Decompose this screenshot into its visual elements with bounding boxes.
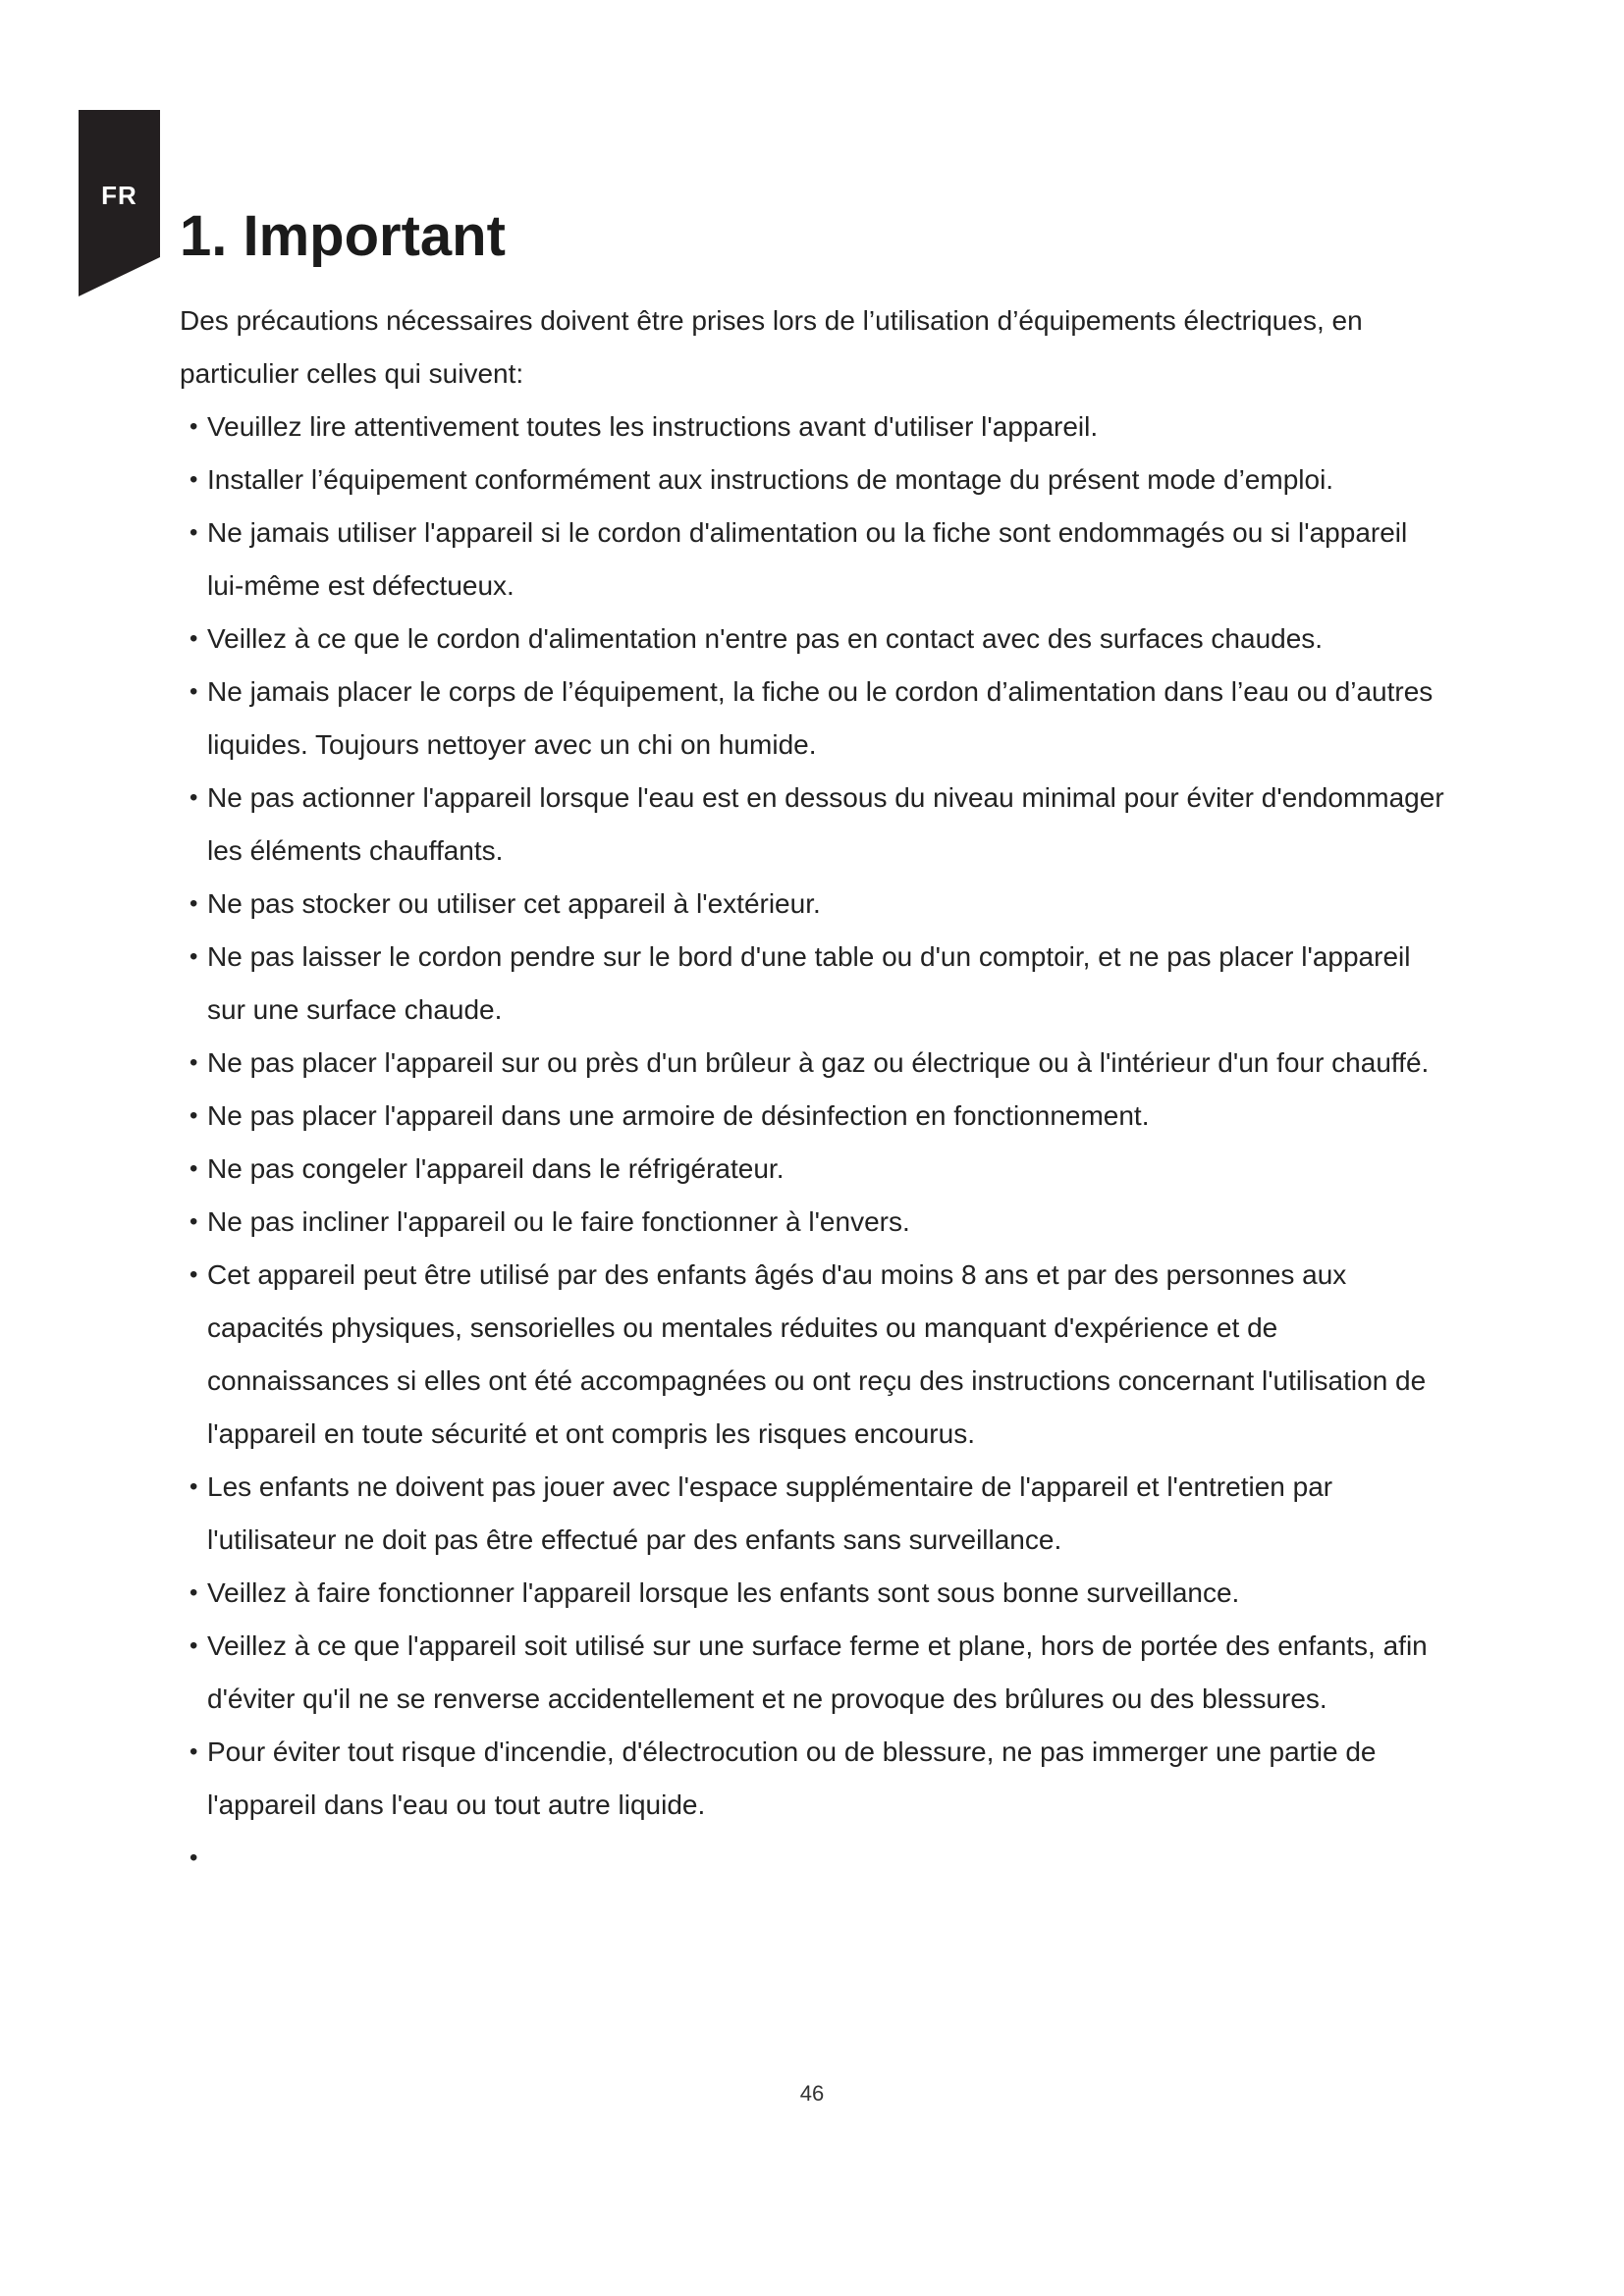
list-item-text: Ne pas placer l'appareil sur ou près d'un brûleur à gaz ou électrique ou à l'intérieur d'un four chauffé.	[207, 1047, 1430, 1078]
list-item	[180, 772, 1446, 878]
bullet-icon: •	[189, 1155, 198, 1182]
bullet-icon: •	[189, 1208, 198, 1235]
language-label: FR	[101, 181, 137, 210]
list-item	[180, 1143, 1446, 1196]
bullet-icon: •	[189, 1049, 198, 1076]
precautions-list	[180, 400, 1446, 1871]
bullet-icon: •	[189, 1579, 198, 1606]
list-item-text: Veillez à faire fonctionner l'appareil lorsque les enfants sont sous bonne surveillance.	[207, 1577, 1240, 1608]
bullet-icon: •	[189, 678, 198, 705]
bullet-icon: •	[189, 1844, 198, 1871]
list-item	[180, 1037, 1446, 1090]
list-item-text: Cet appareil peut être utilisé par des enfants âgés d'au moins 8 ans et par des personnes aux capacités physiques, sensorielles ou mentales réduites ou manquant d'expérience et de connaissances si elles ont été accompagnées ou ont reçu des instructions concernant l'utilisation de l'appareil en toute sécurité et ont compris les risques encourus.	[207, 1259, 1427, 1449]
bullet-icon: •	[189, 1261, 198, 1288]
intro-paragraph: Des précautions nécessaires doivent être prises lors de l’utilisation d’équipements électriques, en particulier celles qui suivent:	[180, 305, 1363, 389]
list-item-text: Ne pas incliner l'appareil ou le faire fonctionner à l'envers.	[207, 1206, 910, 1237]
list-item	[180, 666, 1446, 772]
bullet-icon: •	[189, 784, 198, 811]
bullet-icon: •	[189, 1102, 198, 1129]
page-number: 46	[799, 2081, 825, 2106]
bullet-icon: •	[189, 519, 198, 546]
list-item-text: Ne jamais utiliser l'appareil si le cordon d'alimentation ou la fiche sont endommagés ou si l'appareil lui-même est défectueux.	[207, 517, 1408, 601]
list-item-text: Veillez à ce que l'appareil soit utilisé sur une surface ferme et plane, hors de portée des enfants, afin d'éviter qu'il ne se renverse accidentellement et ne provoque des brûlures ou des blessures.	[207, 1630, 1428, 1714]
bullet-icon: •	[189, 1473, 198, 1500]
list-item-text: Veillez à ce que le cordon d'alimentation n'entre pas en contact avec des surfaces chaudes.	[207, 623, 1324, 654]
page-title: 1. Important	[180, 204, 506, 268]
bullet-icon: •	[189, 1738, 198, 1765]
bullet-icon: •	[189, 413, 198, 440]
list-item	[180, 1461, 1446, 1567]
list-item	[180, 454, 1446, 507]
list-item-text: Ne pas congeler l'appareil dans le réfrigérateur.	[207, 1153, 785, 1184]
list-item-text: Veuillez lire attentivement toutes les instructions avant d'utiliser l'appareil.	[207, 411, 1099, 442]
list-item	[180, 1567, 1446, 1620]
list-item	[180, 878, 1446, 931]
list-item-text: Ne pas placer l'appareil dans une armoire de désinfection en fonctionnement.	[207, 1100, 1150, 1131]
list-item-text: Ne pas laisser le cordon pendre sur le bord d'une table ou d'un comptoir, et ne pas placer l'appareil sur une surface chaude.	[207, 941, 1411, 1025]
bullet-icon: •	[189, 943, 198, 970]
bullet-icon: •	[189, 1632, 198, 1659]
bullet-icon: •	[189, 466, 198, 493]
list-item	[180, 507, 1446, 613]
list-item-text: Les enfants ne doivent pas jouer avec l'espace supplémentaire de l'appareil et l'entretien par l'utilisateur ne doit pas être effectué par des enfants sans surveillance.	[207, 1471, 1333, 1555]
list-item	[180, 400, 1446, 454]
list-item	[180, 613, 1446, 666]
list-item-text: Installer l’équipement conformément aux instructions de montage du présent mode d’emploi.	[207, 464, 1334, 495]
language-tab	[79, 110, 160, 296]
list-item-text: Ne jamais placer le corps de l’équipement, la fiche ou le cordon d’alimentation dans l’eau ou d’autres liquides. Toujours nettoyer avec un chi on humide.	[207, 676, 1434, 760]
list-item	[180, 1090, 1446, 1143]
list-item	[180, 1620, 1446, 1726]
list-item	[180, 931, 1446, 1037]
list-item-text: Ne pas actionner l'appareil lorsque l'eau est en dessous du niveau minimal pour éviter d'endommager les éléments chauffants.	[207, 782, 1444, 866]
list-item-text: Pour éviter tout risque d'incendie, d'électrocution ou de blessure, ne pas immerger une partie de l'appareil dans l'eau ou tout autre liquide.	[207, 1736, 1377, 1820]
list-item	[180, 1249, 1446, 1461]
bullet-icon: •	[189, 625, 198, 652]
content	[180, 294, 1446, 1871]
list-item-text: Ne pas stocker ou utiliser cet appareil à l'extérieur.	[207, 888, 821, 919]
list-item	[180, 1196, 1446, 1249]
list-item	[180, 1726, 1446, 1832]
bullet-icon: •	[189, 890, 198, 917]
